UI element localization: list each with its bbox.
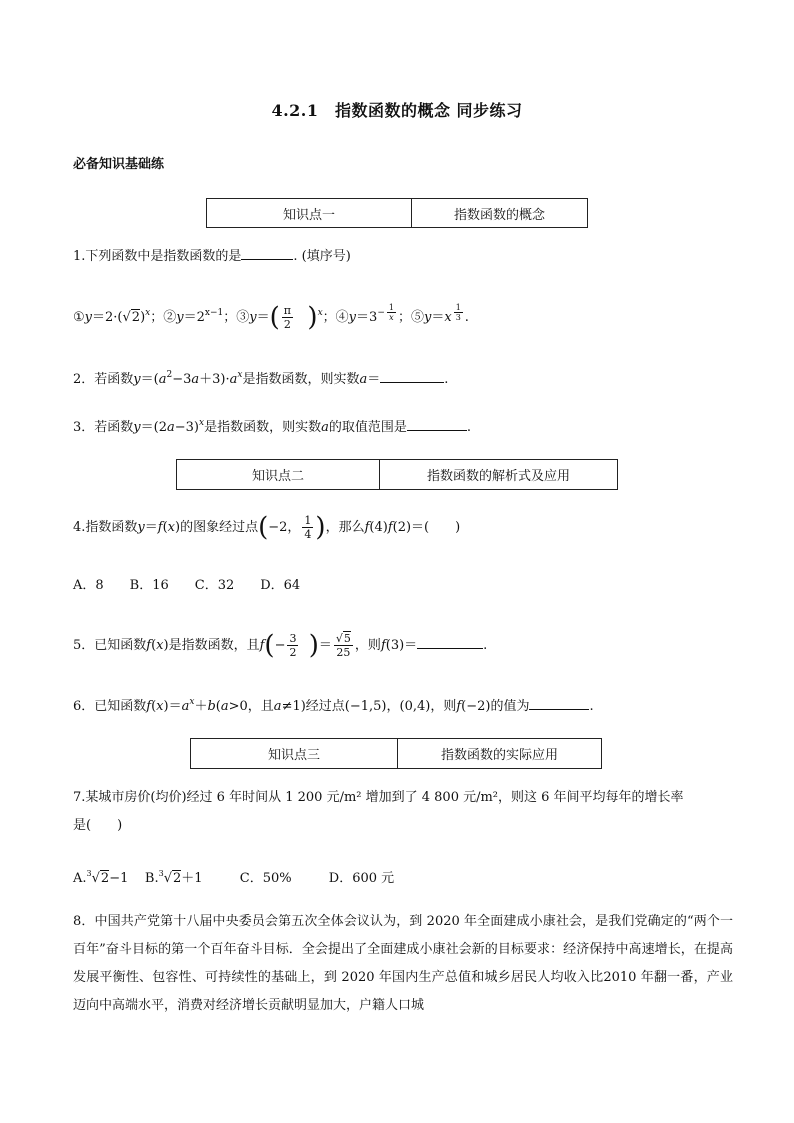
question-8: 8．中国共产党第十八届中央委员会第五次全体会议认为，到 2020 年全面建成小康社会，是我们党确定的“两个一百年”奋斗目标的第一个百年奋斗目标．全会提出了全面建成小康社会新的目标要求：经济保持中高速增长，在提高发展平衡性、包容性、可持续性的基础上，到 2020 年国内生产总值和城乡居民人均收入比2010 年翻一番，产业迈向中高端水平，消费对经济增长贡献明显加大，户籍人口城 [73,914,733,1013]
question-1-options: $①y=2\cdot(√2)^x$；$②y=2^{x-1}$；③y＝( $\frac{\pi}{2}$ )$^x$；$④y=3^{- \frac{1}{x}}$ ；⑤y＝x $^{\frac{1}{3}}$ . [73,302,469,333]
knowledge-point-topic: 指数函数的解析式及应用 [379,460,617,489]
knowledge-point-label: 知识点一 [282,207,335,223]
question-7-options: A.$^3$√2−1 B.$^3$√2＋1 C．50% D．600 元 [73,869,395,886]
knowledge-point-table-2 [176,459,618,490]
question-4: 4.指数函数y＝f(x)的图象经过点(−2， $\frac{1}{4}$ )，那么f(4)f(2)＝( ) [73,512,461,543]
question-3: 3．若函数$y=(2a-3)^x$是指数函数，则实数a的取值范围是 . [73,418,472,435]
page-title: 4.2.1 指数函数的概念 同步练习 [271,101,523,120]
knowledge-point-topic: 指数函数的概念 [411,199,587,227]
knowledge-point-label: 知识点二 [251,469,304,484]
question-5: 5．已知函数f(x)是指数函数，且f(− $\frac{3}{2}$ )＝ $\frac{√5}{25}$ ，则f(3)＝ . [73,630,488,661]
question-2: 2．若函数$y=(a^2-3a+3)\cdot a^x$是指数函数，则实数a＝ . [73,370,449,387]
question-7-line1: 7.某城市房价(均价)经过 6 年时间从 1 200 元/m² 增加到了 4 800 元/m²，则这 6 年间平均每年的增长率 [73,790,684,805]
knowledge-point-label: 知识点三 [267,748,320,763]
question-7-line2: 是( ) [73,818,123,833]
knowledge-point-table-3 [190,738,602,769]
question-6: 6．已知函数$f(x)=a^x+b(a>0$，且a≠1)经过点(−1,5)，(0,4)，则f(−2)的值为 . [73,697,594,714]
section-heading: 必备知识基础练 [73,157,165,172]
question-1-stem: 1.下列函数中是指数函数的是 . (填序号) [73,249,351,264]
knowledge-point-table-1 [206,198,588,228]
question-4-options: A．8 B．16 C．32 D．64 [73,578,301,593]
knowledge-point-topic: 指数函数的实际应用 [397,739,601,768]
